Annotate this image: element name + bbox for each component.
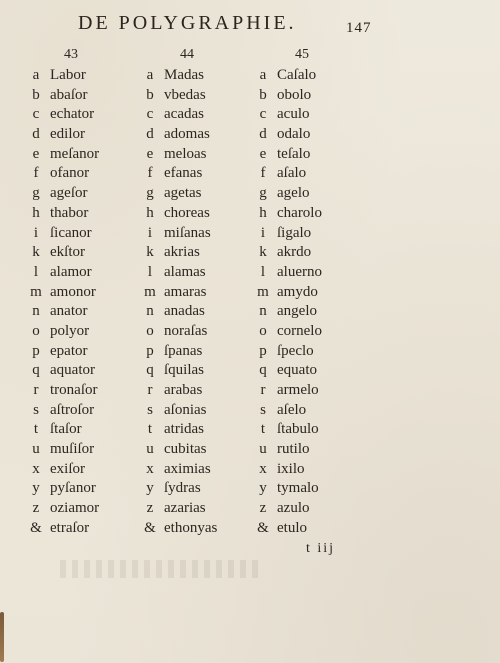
entry-word: vbedas [164,86,206,103]
cipher-entry [253,440,373,460]
entry-letter: & [144,519,156,536]
entry-letter: h [32,204,40,221]
entry-word: ofanor [50,165,90,182]
entry-letter: b [259,86,267,103]
cipher-column-44 [140,44,260,539]
cipher-table [0,44,500,554]
entry-word: azarias [164,500,206,517]
entry-word: muſiſor [50,441,95,458]
entry-word: Madas [164,67,204,83]
entry-letter: g [259,185,267,202]
entry-letter: z [32,500,40,517]
entry-letter: q [32,362,40,379]
entry-word: aquator [50,362,95,379]
entry-letter: f [147,165,153,182]
entry-letter: a [146,67,154,83]
entry-word: ſtaſor [50,421,82,438]
entry-letter: d [259,126,267,143]
cipher-entry [140,145,260,165]
cipher-entry [140,302,260,322]
entry-word: aximias [164,460,211,477]
entry-letter: n [259,303,267,320]
entry-letter: q [146,362,154,379]
entry-letter: c [146,106,154,123]
entry-word: anator [50,303,88,320]
column-number: 44 [180,47,194,62]
entry-word: efanas [164,165,203,182]
entry-letter: k [259,244,267,261]
entry-word: ſigalo [277,224,312,241]
entry-word: meſanor [50,145,100,162]
entry-letter: m [144,283,156,300]
entry-word: odalo [277,126,311,143]
cipher-entry [253,164,373,184]
entry-word: aluerno [277,263,322,280]
entry-letter: l [33,263,39,280]
entry-word: ſpeclo [277,342,314,359]
page-edge-stain [0,612,4,662]
entry-word: epator [50,342,88,359]
entry-letter: p [146,342,154,359]
entry-word: etulo [277,519,307,536]
entry-letter: g [32,185,40,202]
cipher-entry [26,381,146,401]
entry-word: adomas [164,126,210,143]
entry-word: ſicanor [50,224,92,241]
cipher-entry [26,322,146,342]
entry-letter: x [146,460,154,477]
entry-word: amaras [164,283,207,300]
entry-letter: s [260,401,266,418]
entry-word: teſalo [277,145,311,162]
cipher-entry [26,125,146,145]
entry-word: tymalo [277,480,319,497]
cipher-entry [26,184,146,204]
entry-letter: p [32,342,40,359]
entry-word: akrias [164,244,200,261]
cipher-entry [140,401,260,421]
entry-letter: u [259,441,267,458]
entry-word: alamas [164,263,206,280]
entry-word: ekſtor [50,244,85,261]
entry-letter: y [32,480,40,497]
entry-letter: f [33,165,39,182]
cipher-entry [26,361,146,381]
cipher-entry [140,342,260,362]
entry-letter: m [257,283,269,300]
entry-word: obolo [277,86,312,103]
cipher-entry [140,519,260,539]
entry-letter: h [146,204,154,221]
cipher-entry [253,302,373,322]
entry-letter: x [32,460,40,477]
cipher-entry [253,499,373,519]
entry-word: exiſor [50,460,85,477]
entry-word: aſonias [164,401,207,418]
entry-word: alamor [50,263,92,280]
cipher-entry [253,519,373,539]
entry-word: echator [50,106,95,123]
cipher-entry [140,460,260,480]
entry-word: cornelo [277,322,322,339]
entry-word: tronaſor [50,382,98,398]
entry-letter: u [32,441,40,458]
entry-letter: u [146,441,154,458]
entry-word: thabor [50,204,89,221]
entry-letter: q [259,362,267,379]
entry-word: amydo [277,283,318,300]
cipher-entry [140,479,260,499]
entry-word: meloas [164,145,207,162]
entry-letter: z [146,500,154,517]
entry-word: miſanas [164,224,211,241]
running-head-title: DE POLYGRAPHIE. [78,12,297,34]
entry-word: ſtabulo [277,421,319,438]
entry-letter: h [259,204,267,221]
entry-word: choreas [164,204,210,221]
entry-letter: o [146,322,154,339]
cipher-entry [253,263,373,283]
entry-word: ixilo [277,460,305,477]
cipher-entry [253,420,373,440]
cipher-entry [140,224,260,244]
cipher-entry [253,184,373,204]
cipher-entry [253,381,373,401]
cipher-entry [140,86,260,106]
entry-letter: n [32,303,40,320]
entry-letter: & [257,519,269,536]
cipher-entry [140,263,260,283]
page-number: 147 [346,20,372,36]
entry-word: ſydras [164,480,201,497]
cipher-entry [26,460,146,480]
column-number: 43 [64,47,78,62]
entry-word: angelo [277,303,317,320]
cipher-entry [253,145,373,165]
entry-word: azulo [277,500,310,517]
entry-letter: s [33,401,39,418]
cipher-entry [140,204,260,224]
entry-letter: g [146,185,154,202]
entry-word: edilor [50,126,85,143]
entry-letter: f [260,165,266,182]
entry-word: aſalo [277,165,307,182]
cipher-entry [140,499,260,519]
cipher-entry [140,361,260,381]
cipher-entry [253,401,373,421]
entry-word: noraſas [164,322,208,339]
entry-letter: r [33,382,39,398]
entry-word: abaſor [50,86,88,103]
entry-letter: r [147,382,153,398]
cipher-entry [140,105,260,125]
cipher-entry [253,361,373,381]
cipher-entry [253,66,373,86]
entry-letter: d [32,126,40,143]
entry-letter: n [146,303,154,320]
entry-word: atridas [164,421,204,438]
entry-letter: r [260,382,266,398]
entry-letter: i [33,224,39,241]
entry-word: cubitas [164,441,207,458]
entry-letter: a [259,67,267,83]
entry-word: arabas [164,382,203,398]
cipher-entry [253,460,373,480]
entry-word: acadas [164,106,204,123]
cipher-entry [26,86,146,106]
entry-letter: k [146,244,154,261]
column-number: 45 [295,47,309,62]
cipher-entry [140,381,260,401]
entry-letter: b [32,86,40,103]
entry-word: Labor [50,67,86,83]
cipher-entry [26,420,146,440]
entry-word: agetas [164,185,202,202]
entry-letter: y [259,480,267,497]
cipher-entry [26,263,146,283]
cipher-entry [140,164,260,184]
entry-word: armelo [277,382,319,398]
entry-letter: c [32,106,40,123]
entry-word: aſtroſor [50,401,95,418]
entry-letter: l [260,263,266,280]
cipher-entry [253,204,373,224]
cipher-entry [253,322,373,342]
cipher-entry [26,164,146,184]
cipher-entry [140,420,260,440]
entry-letter: d [146,126,154,143]
cipher-entry [26,145,146,165]
cipher-entry [140,243,260,263]
cipher-entry [26,499,146,519]
entry-letter: p [259,342,267,359]
entry-word: etraſor [50,519,90,536]
entry-word: oziamor [50,500,100,517]
entry-word: equato [277,362,317,379]
cipher-column-43 [26,44,146,539]
cipher-entry [253,479,373,499]
cipher-entry [140,66,260,86]
entry-letter: t [147,421,153,438]
cipher-entry [253,86,373,106]
cipher-entry [26,440,146,460]
entry-letter: z [259,500,267,517]
cipher-entry [140,322,260,342]
entry-word: agelo [277,185,310,202]
entry-word: ethonyas [164,519,218,536]
entry-letter: m [30,283,42,300]
entry-word: akrdo [277,244,312,261]
cipher-entry [26,302,146,322]
cipher-entry [140,283,260,303]
cipher-entry [26,66,146,86]
entry-word: amonor [50,283,96,300]
entry-letter: l [147,263,153,280]
entry-letter: a [32,67,40,83]
entry-word: polyor [50,322,90,339]
cipher-entry [253,125,373,145]
entry-letter: i [260,224,266,241]
cipher-entry [253,243,373,263]
entry-word: aſelo [277,401,307,418]
entry-word: anadas [164,303,205,320]
cipher-entry [26,224,146,244]
cipher-column-45 [253,44,373,539]
cipher-entry [253,283,373,303]
entry-letter: s [147,401,153,418]
cipher-entry [26,401,146,421]
ink-show-through [60,560,260,578]
entry-letter: b [146,86,154,103]
entry-word: ſquilas [164,362,204,379]
cipher-entry [26,479,146,499]
cipher-entry [253,105,373,125]
cipher-entry [253,342,373,362]
entry-letter: y [146,480,154,497]
entry-letter: e [32,145,40,162]
cipher-entry [253,224,373,244]
cipher-entry [140,184,260,204]
entry-letter: k [32,244,40,261]
entry-letter: i [147,224,153,241]
cipher-entry [140,440,260,460]
entry-word: aculo [277,106,310,123]
cipher-entry [26,519,146,539]
entry-letter: e [146,145,154,162]
entry-letter: t [260,421,266,438]
entry-letter: e [259,145,267,162]
cipher-entry [26,243,146,263]
entry-word: rutilo [277,441,310,458]
entry-word: charolo [277,204,322,221]
signature-mark: t iij [306,541,336,556]
cipher-entry [26,204,146,224]
cipher-entry [26,283,146,303]
cipher-entry [26,105,146,125]
entry-letter: o [32,322,40,339]
cipher-entry [26,342,146,362]
entry-letter: & [30,519,42,536]
entry-word: ageſor [50,185,88,202]
entry-letter: c [259,106,267,123]
cipher-entry [140,125,260,145]
entry-word: pyſanor [50,480,96,497]
entry-letter: o [259,322,267,339]
entry-word: ſpanas [164,342,203,359]
entry-letter: x [259,460,267,477]
entry-letter: t [33,421,39,438]
entry-word: Caſalo [277,67,317,83]
